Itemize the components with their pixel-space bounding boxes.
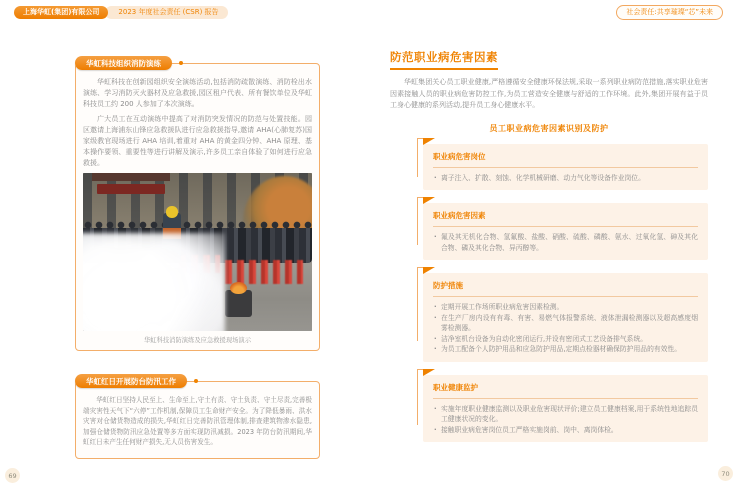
photo-smoke-cloud — [83, 233, 225, 331]
photo-caption: 华虹科技消防演练及应急救援现场演示 — [143, 337, 252, 344]
page-number-left: 69 — [5, 468, 20, 483]
card-bullet: · 实施年度职业健康监测以及职业危害现状评价;建立员工健康档案,用于系统性地追踪员工健康状况的变化。 — [433, 404, 698, 425]
photo-red-banner — [97, 184, 166, 193]
header-badges — [14, 6, 228, 19]
photo-extinguisher-row — [225, 260, 303, 284]
section-ribbon-fire-drill: 华虹科技组织消防演练 — [75, 56, 172, 70]
photo-fire-barrel — [225, 290, 252, 317]
card-bullet: · 接触职业病危害岗位员工严格实施岗前、岗中、离岗体检。 — [433, 425, 698, 436]
intro-paragraph: 华虹集团关心员工职业健康,严格遵循安全健康环保法规,采取一系列职业病防范措施,落实职业危害因素接触人员的职业病危害防控工作,为员工营造安全健康与舒适的工作环境。此外,集团开展有益于员工身心健康的系列活动,提升员工身心健康水平。 — [390, 78, 708, 109]
card-bullet: · 为员工配备个人防护用品和应急防护用品,定期点检器材确保防护用品的有效性。 — [433, 344, 698, 355]
chapter-badge: 社会责任:共享璀璨“芯”未来 — [616, 5, 723, 20]
section-flood-prevention — [75, 376, 320, 459]
fire-drill-paragraph-2: 广大员工在互动演练中提高了对消防突发情况的防范与处置技能。园区邀请上海浦东山锋应急救援队进行应急救援指导,邀请 AHA(心肺复苏)国家级教官现场进行 AHA 培训,着重对 AHA 的黄金四分钟、AHA 原理、基本操作要领、重要性等进行讲解及演示,许多员工亲自体验了如何进行应急救援。 — [83, 115, 312, 167]
card-bullet: · 定期开展工作场所职业病危害因素检测。 — [433, 302, 698, 313]
card-hazard-positions — [423, 144, 708, 191]
section-fire-drill — [75, 58, 320, 351]
card-bullet: · 洁净室机台设备为自动化密闭运行,并设有密闭式工艺设备排气系统。 — [433, 334, 698, 345]
page-number-right: 70 — [718, 466, 733, 481]
card-title: 防护措施 — [433, 280, 698, 297]
card-title: 职业病危害岗位 — [433, 151, 698, 168]
panel-title: 员工职业病危害因素识别及防护 — [489, 123, 609, 133]
fire-drill-paragraph-1: 华虹科技在创新园组织安全演练活动,包括消防疏散演练、消防栓出水演练、学习消防灭火器材及应急救援,园区租户代表、所有餐饮单位及华虹科技员工约 200 人参加了本次演练。 — [83, 78, 312, 108]
card-bullet: · 离子注入、扩散、刻蚀、化学机械研磨、动力气化等设备作业岗位。 — [433, 173, 698, 184]
hazard-cards — [423, 144, 708, 443]
photo-canopy — [92, 173, 170, 181]
company-badge: 上海华虹(集团)有限公司 — [14, 6, 108, 19]
card-bullet: · 氟及其无机化合物、氢氟酸、盐酸、硝酸、硫酸、磷酸、氨水、过氧化氢、砷及其化合物、磷及其化合物、异丙醇等。 — [433, 232, 698, 253]
card-title: 职业健康监护 — [433, 382, 698, 399]
right-page — [390, 46, 708, 455]
card-hazard-factors — [423, 203, 708, 260]
page-title: 防范职业病危害因素 — [390, 49, 498, 70]
fire-drill-photo — [83, 173, 312, 331]
card-title: 职业病危害因素 — [433, 210, 698, 227]
card-health-surveillance — [423, 375, 708, 443]
left-page — [75, 58, 320, 459]
card-protective-measures — [423, 273, 708, 362]
report-title-badge: 2023 年度社会责任 (CSR) 报告 — [105, 6, 227, 19]
flood-prevention-paragraph: 华虹红日坚持人民至上、生命至上,守土有责、守土负责、守土尽责,完善极端灾害性天气下“六停”工作机制,保障员工生命财产安全。为了降低暴雨、洪水灾害对仓储货物造成的损失,华虹红日完善防汛管理体制,排查建筑物渗水隐患,加强仓储货物防汛应急处置等多方面实现防汛减损。2023 年防台防汛期间,华虹红日未产生任何财产损失,无人员伤害发生。 — [83, 396, 312, 446]
section-ribbon-flood-prevention: 华虹红日开展防台防汛工作 — [75, 374, 187, 388]
card-bullet: · 在生产厂房内设有有毒、有害、易燃气体报警系统、液体泄漏检测器以及超高感度烟雾检测器。 — [433, 313, 698, 334]
